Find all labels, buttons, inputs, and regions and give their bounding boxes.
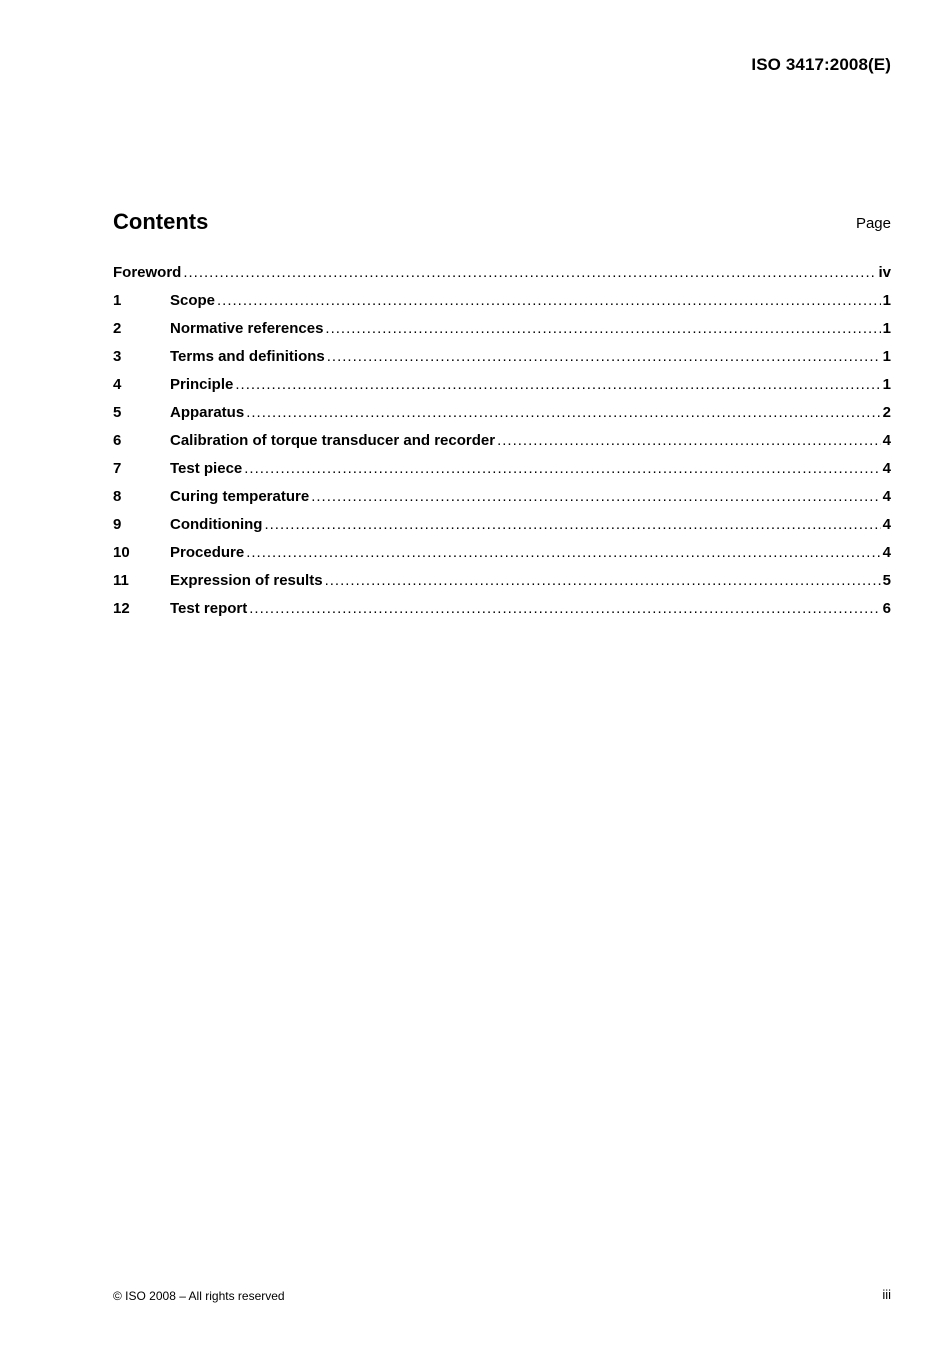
toc-leader-dots xyxy=(325,572,881,589)
toc-entry-number: 1 xyxy=(113,292,122,309)
toc-entry-number: 9 xyxy=(113,516,122,533)
toc-entry-number: 4 xyxy=(113,376,122,393)
toc-entry-number: 3 xyxy=(113,348,122,365)
toc-entry-title: Principle xyxy=(170,376,234,393)
toc-entry-title: Foreword xyxy=(113,264,182,281)
toc-entry-expression-of-results[interactable] xyxy=(113,572,891,600)
toc-entry-title: Procedure xyxy=(170,544,245,561)
toc-entry-scope[interactable] xyxy=(113,292,891,320)
toc-entry-number: 2 xyxy=(113,320,122,337)
toc-entry-page: 4 xyxy=(882,488,891,505)
toc-entry-number: 10 xyxy=(113,544,130,561)
toc-entry-page: 1 xyxy=(882,376,891,393)
toc-entry-page: 4 xyxy=(882,516,891,533)
toc-leader-dots xyxy=(311,488,880,505)
toc-entry-terms-and-definitions[interactable] xyxy=(113,348,891,376)
toc-entry-test-report[interactable] xyxy=(113,600,891,628)
toc-entry-apparatus[interactable] xyxy=(113,404,891,432)
toc-entry-page: 2 xyxy=(882,404,891,421)
toc-entry-title: Test report xyxy=(170,600,248,617)
toc-entry-page: 1 xyxy=(882,348,891,365)
toc-entry-page: 4 xyxy=(882,544,891,561)
copyright-notice: © ISO 2008 – All rights reserved xyxy=(113,1289,285,1303)
toc-entry-number: 7 xyxy=(113,460,122,477)
toc-entry-number: 11 xyxy=(113,572,129,589)
toc-entry-title: Curing temperature xyxy=(170,488,310,505)
toc-entry-number: 6 xyxy=(113,432,122,449)
toc-entry-foreword[interactable] xyxy=(113,264,891,292)
document-id: ISO 3417:2008(E) xyxy=(751,55,891,74)
toc-leader-dots xyxy=(246,544,880,561)
toc-entry-title: Calibration of torque transducer and recorder xyxy=(170,432,496,449)
toc-leader-dots xyxy=(235,376,880,393)
toc-leader-dots xyxy=(217,292,881,309)
toc-leader-dots xyxy=(264,516,880,533)
toc-entry-normative-references[interactable] xyxy=(113,320,891,348)
toc-entry-title: Scope xyxy=(170,292,216,309)
toc-entry-page: 6 xyxy=(882,600,891,617)
toc-leader-dots xyxy=(244,460,880,477)
table-of-contents xyxy=(113,264,891,628)
toc-entry-curing-temperature[interactable] xyxy=(113,488,891,516)
footer-page-number: iii xyxy=(882,1287,891,1302)
toc-entry-title: Terms and definitions xyxy=(170,348,325,365)
toc-entry-number: 8 xyxy=(113,488,122,505)
toc-entry-conditioning[interactable] xyxy=(113,516,891,544)
toc-entry-page: 1 xyxy=(882,320,891,337)
toc-entry-title: Test piece xyxy=(170,460,243,477)
toc-entry-title: Normative references xyxy=(170,320,324,337)
toc-entry-title: Expression of results xyxy=(170,572,323,589)
toc-leader-dots xyxy=(249,600,880,617)
contents-heading: Contents xyxy=(113,209,209,234)
toc-entry-page: 5 xyxy=(882,572,891,589)
toc-leader-dots xyxy=(497,432,881,449)
toc-leader-dots xyxy=(246,404,880,421)
toc-entry-title: Apparatus xyxy=(170,404,245,421)
toc-entry-number: 12 xyxy=(113,600,130,617)
toc-entry-procedure[interactable] xyxy=(113,544,891,572)
toc-entry-test-piece[interactable] xyxy=(113,460,891,488)
toc-entry-number: 5 xyxy=(113,404,122,421)
toc-leader-dots xyxy=(325,320,880,337)
page-column-label: Page xyxy=(855,215,891,232)
toc-entry-page: 4 xyxy=(882,460,891,477)
toc-leader-dots xyxy=(183,264,876,281)
toc-entry-principle[interactable] xyxy=(113,376,891,404)
toc-leader-dots xyxy=(327,348,881,365)
toc-entry-title: Conditioning xyxy=(170,516,263,533)
toc-entry-page: iv xyxy=(878,264,891,281)
toc-entry-page: 1 xyxy=(882,292,891,309)
toc-entry-page: 4 xyxy=(882,432,891,449)
toc-entry-calibration[interactable] xyxy=(113,432,891,460)
